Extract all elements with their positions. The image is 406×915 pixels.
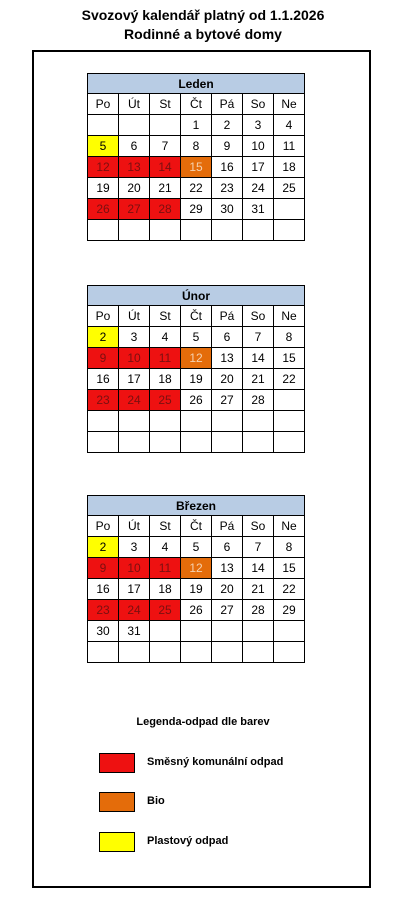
day-cell xyxy=(181,411,212,432)
day-cell: 13 xyxy=(212,558,243,579)
legend-swatch-plastic xyxy=(99,832,135,852)
day-cell xyxy=(88,432,119,453)
weekday-header: Út xyxy=(119,306,150,327)
month-calendar-0 xyxy=(87,73,305,241)
day-cell: 30 xyxy=(212,199,243,220)
weekday-header: Ne xyxy=(274,516,305,537)
day-cell: 8 xyxy=(274,537,305,558)
day-cell: 26 xyxy=(181,390,212,411)
weekday-header: St xyxy=(150,516,181,537)
day-cell: 15 xyxy=(181,157,212,178)
day-cell xyxy=(243,642,274,663)
page-subtitle: Rodinné a bytové domy xyxy=(124,26,282,42)
day-cell xyxy=(274,199,305,220)
day-cell: 17 xyxy=(119,369,150,390)
day-cell xyxy=(274,220,305,241)
day-cell: 27 xyxy=(119,199,150,220)
day-cell: 12 xyxy=(181,348,212,369)
weekday-header: Po xyxy=(88,94,119,115)
day-cell: 17 xyxy=(243,157,274,178)
legend-title: Legenda-odpad dle barev xyxy=(136,716,270,728)
day-cell xyxy=(119,115,150,136)
day-cell: 19 xyxy=(181,579,212,600)
day-cell xyxy=(150,411,181,432)
week-row xyxy=(88,220,305,241)
day-cell: 19 xyxy=(181,369,212,390)
day-cell xyxy=(119,220,150,241)
legend-label-bio: Bio xyxy=(147,795,165,807)
weekday-header: Čt xyxy=(181,306,212,327)
weekday-header: St xyxy=(150,306,181,327)
day-cell: 26 xyxy=(181,600,212,621)
day-cell: 23 xyxy=(88,390,119,411)
day-cell: 6 xyxy=(212,537,243,558)
weekday-header: Ne xyxy=(274,306,305,327)
month-calendar-2 xyxy=(87,495,305,663)
day-cell: 25 xyxy=(150,390,181,411)
day-cell xyxy=(88,411,119,432)
day-cell xyxy=(212,621,243,642)
weekday-header: Út xyxy=(119,516,150,537)
day-cell: 24 xyxy=(243,178,274,199)
day-cell: 29 xyxy=(181,199,212,220)
day-cell: 12 xyxy=(88,157,119,178)
weekday-header: Pá xyxy=(212,94,243,115)
week-row xyxy=(88,537,305,558)
day-cell: 2 xyxy=(88,327,119,348)
weekday-header: Ne xyxy=(274,94,305,115)
day-cell: 28 xyxy=(243,600,274,621)
day-cell: 29 xyxy=(274,600,305,621)
day-cell: 4 xyxy=(150,537,181,558)
day-cell xyxy=(274,621,305,642)
week-row xyxy=(88,348,305,369)
week-row xyxy=(88,199,305,220)
day-cell: 20 xyxy=(212,369,243,390)
day-cell: 24 xyxy=(119,390,150,411)
day-cell xyxy=(212,220,243,241)
day-cell xyxy=(181,220,212,241)
day-cell: 2 xyxy=(88,537,119,558)
day-cell xyxy=(181,432,212,453)
day-cell: 18 xyxy=(150,579,181,600)
day-cell: 22 xyxy=(274,579,305,600)
day-cell xyxy=(181,621,212,642)
day-cell xyxy=(150,621,181,642)
day-cell: 26 xyxy=(88,199,119,220)
day-cell: 17 xyxy=(119,579,150,600)
day-cell: 7 xyxy=(243,537,274,558)
day-cell: 9 xyxy=(88,558,119,579)
weekday-header: So xyxy=(243,516,274,537)
day-cell xyxy=(274,642,305,663)
weekday-header: Čt xyxy=(181,516,212,537)
day-cell xyxy=(150,115,181,136)
day-cell: 28 xyxy=(150,199,181,220)
day-cell: 6 xyxy=(119,136,150,157)
legend-swatch-bio xyxy=(99,792,135,812)
day-cell xyxy=(150,220,181,241)
day-cell: 25 xyxy=(274,178,305,199)
weekday-header: Po xyxy=(88,516,119,537)
day-cell: 18 xyxy=(150,369,181,390)
week-row xyxy=(88,115,305,136)
legend-label-mixed-waste: Směsný komunální odpad xyxy=(147,756,284,768)
week-row xyxy=(88,558,305,579)
day-cell: 7 xyxy=(150,136,181,157)
day-cell xyxy=(119,642,150,663)
weekday-header: So xyxy=(243,94,274,115)
day-cell: 13 xyxy=(212,348,243,369)
day-cell xyxy=(274,432,305,453)
day-cell xyxy=(181,642,212,663)
day-cell: 25 xyxy=(150,600,181,621)
day-cell: 23 xyxy=(212,178,243,199)
day-cell xyxy=(150,432,181,453)
day-cell: 9 xyxy=(88,348,119,369)
week-row xyxy=(88,411,305,432)
month-name: Únor xyxy=(88,286,305,306)
day-cell: 2 xyxy=(212,115,243,136)
day-cell: 10 xyxy=(243,136,274,157)
day-cell xyxy=(212,411,243,432)
day-cell: 11 xyxy=(150,558,181,579)
day-cell: 8 xyxy=(274,327,305,348)
month-name: Leden xyxy=(88,74,305,94)
day-cell: 14 xyxy=(150,157,181,178)
week-row xyxy=(88,327,305,348)
day-cell xyxy=(274,411,305,432)
day-cell: 5 xyxy=(181,327,212,348)
day-cell xyxy=(88,220,119,241)
day-cell: 22 xyxy=(274,369,305,390)
day-cell: 27 xyxy=(212,600,243,621)
day-cell xyxy=(243,621,274,642)
day-cell: 21 xyxy=(243,579,274,600)
day-cell: 15 xyxy=(274,558,305,579)
day-cell: 3 xyxy=(119,327,150,348)
day-cell xyxy=(150,642,181,663)
weekday-header: So xyxy=(243,306,274,327)
day-cell: 3 xyxy=(243,115,274,136)
month-calendar-1 xyxy=(87,285,305,453)
day-cell: 9 xyxy=(212,136,243,157)
day-cell: 3 xyxy=(119,537,150,558)
day-cell: 8 xyxy=(181,136,212,157)
day-cell: 7 xyxy=(243,327,274,348)
legend-label-plastic: Plastový odpad xyxy=(147,835,229,847)
day-cell xyxy=(212,642,243,663)
day-cell: 20 xyxy=(119,178,150,199)
week-row xyxy=(88,136,305,157)
legend-swatch-mixed-waste xyxy=(99,753,135,773)
month-name: Březen xyxy=(88,496,305,516)
day-cell: 28 xyxy=(243,390,274,411)
week-row xyxy=(88,621,305,642)
day-cell: 30 xyxy=(88,621,119,642)
day-cell xyxy=(88,642,119,663)
day-cell: 14 xyxy=(243,558,274,579)
weekday-header: Út xyxy=(119,94,150,115)
day-cell: 10 xyxy=(119,558,150,579)
week-row xyxy=(88,600,305,621)
day-cell: 22 xyxy=(181,178,212,199)
day-cell: 27 xyxy=(212,390,243,411)
day-cell: 4 xyxy=(150,327,181,348)
weekday-header: Pá xyxy=(212,306,243,327)
day-cell: 13 xyxy=(119,157,150,178)
week-row xyxy=(88,579,305,600)
day-cell: 16 xyxy=(212,157,243,178)
day-cell xyxy=(212,432,243,453)
day-cell: 5 xyxy=(181,537,212,558)
day-cell: 18 xyxy=(274,157,305,178)
week-row xyxy=(88,390,305,411)
day-cell: 11 xyxy=(274,136,305,157)
weekday-header: Pá xyxy=(212,516,243,537)
day-cell xyxy=(119,411,150,432)
day-cell xyxy=(274,390,305,411)
day-cell: 31 xyxy=(243,199,274,220)
day-cell: 31 xyxy=(119,621,150,642)
day-cell: 15 xyxy=(274,348,305,369)
day-cell: 6 xyxy=(212,327,243,348)
week-row xyxy=(88,178,305,199)
weekday-header: Čt xyxy=(181,94,212,115)
day-cell: 10 xyxy=(119,348,150,369)
day-cell xyxy=(119,432,150,453)
day-cell xyxy=(88,115,119,136)
week-row xyxy=(88,642,305,663)
day-cell: 23 xyxy=(88,600,119,621)
day-cell: 24 xyxy=(119,600,150,621)
day-cell: 20 xyxy=(212,579,243,600)
day-cell: 1 xyxy=(181,115,212,136)
day-cell: 21 xyxy=(243,369,274,390)
day-cell: 4 xyxy=(274,115,305,136)
day-cell xyxy=(243,432,274,453)
day-cell: 16 xyxy=(88,579,119,600)
day-cell: 5 xyxy=(88,136,119,157)
day-cell: 14 xyxy=(243,348,274,369)
page-title: Svozový kalendář platný od 1.1.2026 xyxy=(81,7,325,23)
week-row xyxy=(88,157,305,178)
day-cell xyxy=(243,220,274,241)
week-row xyxy=(88,369,305,390)
day-cell: 12 xyxy=(181,558,212,579)
weekday-header: Po xyxy=(88,306,119,327)
day-cell: 21 xyxy=(150,178,181,199)
week-row xyxy=(88,432,305,453)
day-cell: 11 xyxy=(150,348,181,369)
day-cell: 16 xyxy=(88,369,119,390)
weekday-header: St xyxy=(150,94,181,115)
day-cell xyxy=(243,411,274,432)
day-cell: 19 xyxy=(88,178,119,199)
